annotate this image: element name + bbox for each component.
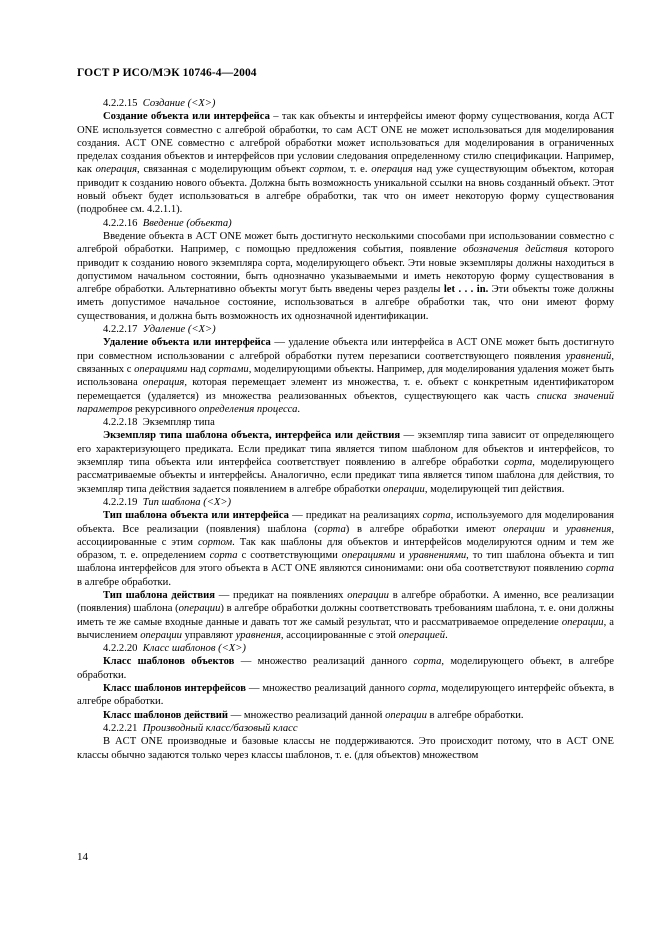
heading-number: 4.2.2.16 — [103, 217, 138, 229]
text-run: — множество реализаций данного — [234, 656, 414, 668]
bold-term: Тип шаблона объекта или интерфейса — [103, 510, 289, 522]
heading-number: 4.2.2.21 — [103, 722, 138, 734]
paragraph — [77, 589, 614, 642]
text-run: Эти объекты тоже должны иметь допустимое начальное состояние, использоваться в алгебре обработки так, что они имеют форму существования, и должна быть возможность их однозначной идентификации. — [77, 284, 614, 322]
text-run: — предикат на реализациях — [288, 510, 423, 522]
italic-term: обозначения действия — [463, 244, 568, 256]
italic-term: операции — [561, 616, 604, 628]
text-run: , ассоциированные с этой — [280, 629, 399, 641]
italic-term: операция — [371, 164, 413, 176]
text-run: – так как объекты и интерфейсы имеют форму существования, когда ACT ONE используется совместно с алгеброй обработки, то сам ACT ONE не может использоваться для моделирования создания. ACT ONE совместно с алгеброй обработки может использоваться для моделирования в ограниченных пределах создания объектов и интерфейсов при условии следования определенному стилю спецификации. Например, как — [77, 111, 615, 176]
text-run: , моделирующими объекты. Например, для моделирования удаления может быть использована — [77, 363, 615, 389]
italic-term: списка значений параметров — [77, 390, 614, 415]
italic-term: сорта — [422, 510, 451, 522]
italic-term: сортом — [197, 536, 233, 548]
text-run: ) в алгебре обработки имеют — [345, 523, 504, 535]
italic-term: операции — [178, 603, 221, 615]
heading-title: Производный класс/базовый класс — [142, 722, 298, 734]
italic-term: сорта — [413, 656, 442, 668]
heading-number: 4.2.2.19 — [103, 496, 138, 508]
italic-term: операциями — [134, 363, 188, 375]
italic-term: операции — [503, 523, 546, 535]
text-run: . — [297, 403, 301, 415]
section-heading-4-2-2-20 — [77, 642, 614, 655]
text-run: . — [445, 629, 448, 641]
text-run: , используемого для моделирования объекта. Все реализации (появления) шаблона ( — [77, 510, 614, 535]
bold-term: let . . . in. — [443, 284, 489, 296]
text-run: , ассоциированные с этим — [77, 523, 614, 548]
heading-number: 4.2.2.17 — [103, 324, 138, 336]
italic-term: операциями — [341, 550, 396, 562]
section-heading-4-2-2-18 — [77, 416, 614, 429]
text-run: Введение объекта в ACT ONE может быть достигнуто несколькими способами при использовании совместно с алгеброй обработки. Например, с помощью предложения события, появление — [77, 230, 614, 256]
paragraph — [77, 509, 614, 589]
heading-title: Удаление (<X>) — [142, 324, 216, 336]
heading-title: Создание (<X>) — [142, 98, 216, 109]
text-run: ) в алгебре обработки должны соответствовать требованиям шаблона, т. е. они должны иметь те же самые входные данные и давать тот же самый результат, что и рассматриваемое определение — [77, 603, 614, 628]
text-run: над уже существующим объектом, которая приводит к созданию нового объекта. Должна быть возможность уникальной ссылки на вновь созданный объект. Этот новый объект будет использоваться в алгебре обработки, так что он имеет некоторую форму существования (подробнее см. 4.2.1.1). — [77, 164, 614, 216]
text-run: , связанная с моделирующим объект — [137, 164, 310, 176]
text-run: — множество реализаций данной — [228, 709, 386, 721]
text-run: , моделирующей тип действия. — [424, 483, 565, 495]
heading-number: 4.2.2.15 — [103, 98, 138, 109]
bold-term: Тип шаблона действия — [103, 589, 215, 601]
italic-term: сорта — [586, 563, 614, 575]
italic-term: операция — [142, 377, 185, 389]
section-heading-4-2-2-15 — [77, 97, 614, 110]
italic-term: сортами — [208, 363, 249, 375]
section-heading-4-2-2-19 — [77, 496, 614, 509]
text-run: — множество реализаций данного — [246, 683, 408, 695]
text-run: рекурсивного — [132, 403, 199, 415]
text-run: , моделирующего объект, в алгебре обработки. — [77, 656, 615, 681]
text-run: , т. е. — [343, 164, 372, 176]
bold-term: Экземпляр типа шаблона объекта, интерфейса или действия — [103, 430, 401, 442]
text-run: , моделирующего рассматриваемые объекты и интерфейсы. Аналогично, если предикат типа является типом шаблона для действия, то экземпляр типа действия задается появлением в алгебре обработки — [77, 457, 614, 495]
heading-number: 4.2.2.18 — [103, 417, 138, 429]
document-header: ГОСТ Р ИСО/МЭК 10746-4—2004 — [77, 67, 257, 79]
italic-term: уравнения — [235, 629, 281, 641]
text-run: в алгебре обработки. — [426, 709, 524, 721]
paragraph — [77, 655, 614, 682]
italic-term: операцией — [398, 629, 446, 641]
text-run: , которая перемещает элемент из множества, т. е. объект с конкретным идентификатором перемещается (удаляется) из множества реализованных объектов, существующего как часть — [77, 377, 614, 402]
text-run: — удаление объекта или интерфейса в ACT ONE может быть достигнуто при совместном использовании с алгеброй обработки путем перезаписи соответствующего появления — [77, 337, 614, 362]
italic-term: операции — [385, 709, 427, 721]
heading-title: Тип шаблона (<X>) — [142, 496, 232, 508]
text-run: над — [187, 363, 209, 375]
text-run: — экземпляр типа зависит от определяющего его характеризующего предиката. Если предикат типа является типом шаблоном для объектов и интерфейсов, то экземпляр типа объекта или интерфейса соответствует появлению в алгебре обработки — [77, 430, 614, 469]
italic-term: сорта — [209, 550, 238, 562]
text-run: и — [545, 523, 567, 535]
text-run: управляют — [181, 629, 236, 641]
text-run: , связанных с — [77, 350, 614, 375]
italic-term: операция — [95, 164, 138, 176]
text-run: , моделирующего интерфейс объекта, в алгебре обработки. — [77, 683, 615, 708]
text-run: , а вычислением — [77, 616, 615, 641]
text-run: — предикат на появлениях — [215, 589, 348, 601]
heading-title: Введение (объекта) — [142, 217, 232, 229]
bold-term: Создание объекта или интерфейса — [103, 111, 270, 123]
bold-term: Класс шаблонов объектов — [103, 656, 235, 668]
italic-term: определения процесса — [198, 403, 298, 415]
text-run: , то тип шаблона объекта и тип шаблона интерфейсов для этого объекта в ACT ONE являются синонимами: они оба соответствуют появлению — [77, 550, 614, 575]
bold-term: Класс шаблонов интерфейсов — [103, 683, 247, 695]
paragraph — [77, 429, 614, 495]
italic-term: сорта — [504, 457, 533, 469]
italic-term: сорта — [317, 523, 346, 535]
paragraph — [77, 735, 614, 762]
text-run: и — [395, 550, 409, 562]
italic-term: уравнения — [566, 523, 612, 535]
paragraph — [77, 230, 614, 323]
paragraph — [77, 682, 614, 709]
page-number: 14 — [77, 851, 88, 863]
text-run: В ACT ONE производные и базовые классы не поддерживаются. Это происходит потому, что в ACT ONE классы обычно задаются только через классы шаблонов, т. е. (для объектов) множеством — [77, 736, 614, 761]
heading-title: Экземпляр типа — [142, 417, 215, 429]
paragraph — [77, 336, 614, 416]
italic-term: операции — [140, 629, 182, 641]
italic-term: сорта — [407, 683, 436, 695]
text-run: в алгебре обработки. — [77, 576, 172, 588]
italic-term: уравнений — [565, 350, 612, 362]
bold-term: Удаление объекта или интерфейса — [103, 337, 271, 349]
heading-title: Класс шаблонов (<X>) — [142, 643, 246, 655]
text-run: . Так как шаблоны для объектов и интерфейсов моделируются одним и тем же образом, т. е. определением — [77, 536, 614, 562]
text-run: с соответствующими — [237, 550, 342, 562]
document-body — [77, 97, 614, 762]
heading-number: 4.2.2.20 — [103, 643, 138, 655]
section-heading-4-2-2-21 — [77, 722, 614, 735]
italic-term: сортом — [309, 164, 344, 176]
section-heading-4-2-2-17 — [77, 323, 614, 336]
text-run: которого приводит к созданию нового экземпляра сорта, моделирующего объект. Эти новые экземпляры должны находиться в допустимом начальном состоянии, быть однозначно указываемыми и иметь некоторую форму существования в алгебре обработки. Альтернативно объекты могут быть введены через разделы — [77, 244, 614, 296]
paragraph — [77, 709, 614, 722]
italic-term: операции — [383, 483, 425, 495]
text-run: в алгебре обработки. А именно, все реализации (появления) шаблона ( — [77, 589, 614, 615]
paragraph — [77, 110, 614, 216]
italic-term: операции — [347, 589, 389, 601]
section-heading-4-2-2-16 — [77, 217, 614, 230]
bold-term: Класс шаблонов действий — [103, 709, 228, 721]
italic-term: уравнениями — [408, 550, 467, 562]
